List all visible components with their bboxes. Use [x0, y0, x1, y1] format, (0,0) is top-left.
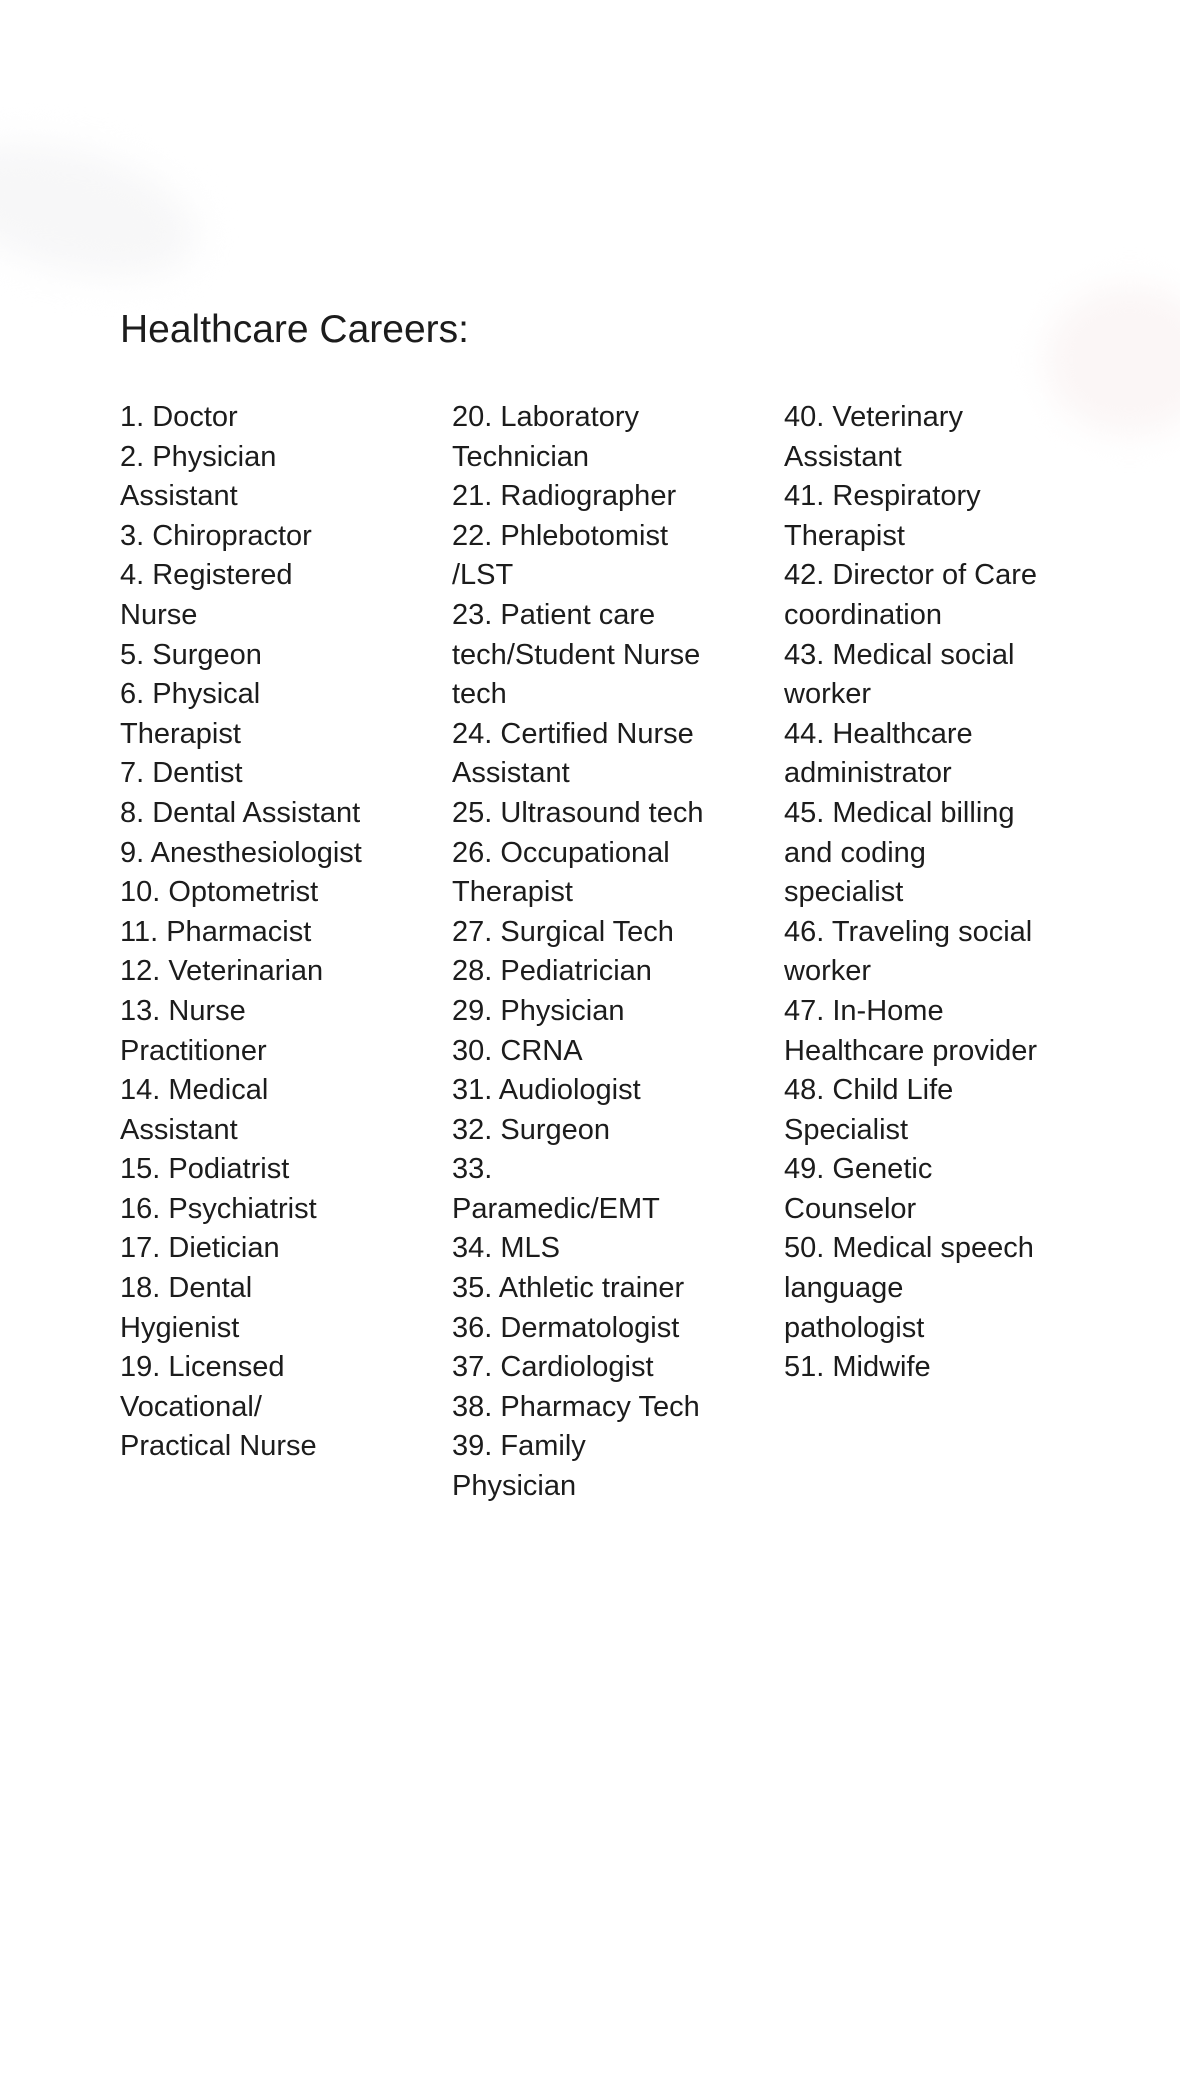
career-item-text-line: Therapist [120, 717, 241, 750]
career-list-item [452, 1032, 772, 1072]
career-list-item [784, 1150, 1124, 1229]
career-list-item [120, 517, 440, 557]
career-list-item [120, 1150, 440, 1190]
career-item-text-line: 25. Ultrasound tech [452, 796, 704, 829]
career-item-text-line: 42. Director of Care [784, 559, 1038, 592]
career-list-item [452, 834, 772, 913]
career-item-text-line: Practical Nurse [120, 1430, 317, 1463]
career-list-item [120, 952, 440, 992]
career-list-column-3 [784, 398, 1124, 1388]
career-item-text-line: 38. Pharmacy Tech [452, 1390, 700, 1423]
career-item-text-line: 19. Licensed [120, 1351, 285, 1384]
career-item-text-line: 12. Veterinarian [120, 955, 324, 988]
career-item-text-line: worker [784, 678, 872, 711]
career-item-text-line: Therapist [452, 876, 573, 909]
career-item-text-line: 49. Genetic [784, 1153, 933, 1186]
page-title: Healthcare Careers: [120, 308, 469, 351]
career-item-text-line: 23. Patient care [452, 598, 656, 631]
career-item-text-line: 46. Traveling social [784, 915, 1033, 948]
career-list-item [120, 992, 440, 1071]
career-item-text-line: 47. In-Home [784, 994, 944, 1027]
career-item-text-line: 17. Dietician [120, 1232, 280, 1265]
career-item-text-line: 15. Podiatrist [120, 1153, 290, 1186]
career-list-item [120, 636, 440, 676]
career-list-item [452, 992, 772, 1032]
career-list-item [452, 952, 772, 992]
career-list-item [452, 596, 772, 715]
career-item-text-line: 1. Doctor [120, 401, 238, 433]
career-item-text-line: 33. [452, 1153, 493, 1186]
career-item-text-line: 2. Physician [120, 440, 277, 473]
career-list-item [120, 1269, 440, 1348]
career-list-item [784, 477, 1124, 556]
career-list-item [452, 715, 772, 794]
career-list-item [120, 1229, 440, 1269]
career-item-text-line: 18. Dental [120, 1272, 253, 1305]
career-item-text-line: 30. CRNA [452, 1034, 583, 1067]
career-item-text-line: 29. Physician [452, 994, 625, 1027]
career-item-text-line: 48. Child Life [784, 1074, 954, 1107]
career-item-text-line: 26. Occupational [452, 836, 670, 869]
career-item-text-line: 41. Respiratory [784, 480, 981, 513]
career-list-item [452, 398, 772, 477]
career-item-text-line: Vocational/ [120, 1390, 262, 1423]
career-list-item [120, 556, 440, 635]
career-item-text-line: and coding [784, 836, 926, 869]
career-item-text-line: pathologist [784, 1311, 925, 1344]
career-item-text-line: 43. Medical social [784, 638, 1015, 671]
career-item-text-line: Nurse [120, 598, 198, 631]
career-list-item [784, 1229, 1124, 1348]
career-item-text-line: 21. Radiographer [452, 480, 677, 513]
career-item-text-line: Assistant [120, 480, 238, 513]
career-item-text-line: Healthcare provider [784, 1034, 1038, 1067]
career-item-text-line: 27. Surgical Tech [452, 915, 674, 948]
career-list-item [784, 398, 1124, 477]
career-item-text-line: /LST [452, 559, 514, 592]
career-item-text-line: 35. Athletic trainer [452, 1272, 685, 1305]
career-item-text-line: 34. MLS [452, 1232, 560, 1265]
career-list-item [784, 913, 1124, 992]
career-item-text-line: Practitioner [120, 1034, 267, 1067]
career-item-text-line: 39. Family [452, 1430, 586, 1463]
career-list-item [120, 675, 440, 754]
career-list-item [120, 438, 440, 517]
career-item-text-line: 44. Healthcare [784, 717, 973, 750]
career-item-text-line: 37. Cardiologist [452, 1351, 654, 1384]
career-list-item [452, 1071, 772, 1111]
career-list-item [120, 398, 440, 438]
career-item-text-line: 3. Chiropractor [120, 519, 312, 552]
career-list-item [120, 873, 440, 913]
career-list-item [784, 636, 1124, 715]
career-list-item [452, 1229, 772, 1269]
career-list-item [784, 1071, 1124, 1150]
career-list-column-2 [452, 398, 772, 1507]
career-item-text-line: Counselor [784, 1192, 917, 1225]
career-item-text-line: 22. Phlebotomist [452, 519, 669, 552]
career-item-text-line: 9. Anesthesiologist [120, 836, 362, 869]
career-item-text-line: 8. Dental Assistant [120, 796, 361, 829]
career-list-item [120, 794, 440, 834]
career-list-item [784, 556, 1124, 635]
career-item-text-line: 31. Audiologist [452, 1074, 641, 1107]
career-item-text-line: 4. Registered [120, 559, 293, 592]
career-item-text-line: 6. Physical [120, 678, 261, 711]
career-item-text-line: 24. Certified Nurse [452, 717, 694, 750]
career-item-text-line: administrator [784, 757, 952, 790]
career-list-item [120, 913, 440, 953]
career-list-item [452, 1427, 772, 1506]
career-item-text-line: 51. Midwife [784, 1351, 931, 1384]
career-item-text-line: 36. Dermatologist [452, 1311, 680, 1344]
career-item-text-line: language [784, 1272, 904, 1305]
career-list-item [784, 794, 1124, 913]
career-list-item [120, 1348, 440, 1467]
career-item-text-line: Technician [452, 440, 590, 473]
career-item-text-line: Assistant [452, 757, 570, 790]
career-item-text-line: Therapist [784, 519, 905, 552]
career-list-item [784, 992, 1124, 1071]
career-list-item [452, 1348, 772, 1388]
career-list-item [452, 1111, 772, 1151]
career-item-text-line: tech/Student Nurse [452, 638, 701, 671]
career-item-text-line: Assistant [784, 440, 902, 473]
career-item-text-line: 10. Optometrist [120, 876, 319, 909]
career-list-item [452, 1150, 772, 1229]
career-item-text-line: 11. Pharmacist [120, 915, 312, 948]
career-list-item [452, 1388, 772, 1428]
career-item-text-line: Paramedic/EMT [452, 1192, 660, 1225]
career-item-text-line: tech [452, 678, 507, 711]
career-list-item [120, 834, 440, 874]
career-item-text-line: coordination [784, 598, 942, 631]
career-item-text-line: 28. Pediatrician [452, 955, 652, 988]
career-item-text-line: 45. Medical billing [784, 796, 1015, 829]
career-item-text-line: 32. Surgeon [452, 1113, 611, 1146]
career-item-text-line: 5. Surgeon [120, 638, 262, 671]
career-item-text-line: worker [784, 955, 872, 988]
career-item-text-line: 14. Medical [120, 1074, 269, 1107]
career-item-text-line: 16. Psychiatrist [120, 1192, 317, 1225]
career-item-text-line: 40. Veterinary [784, 401, 963, 433]
career-item-text-line: Hygienist [120, 1311, 240, 1344]
career-item-text-line: specialist [784, 876, 904, 909]
career-list-item [452, 794, 772, 834]
career-list-item [452, 1269, 772, 1309]
career-list-item [452, 477, 772, 517]
career-list-item [120, 1071, 440, 1150]
career-list-item [784, 715, 1124, 794]
career-list-item [784, 1348, 1124, 1388]
career-list-item [120, 1190, 440, 1230]
career-list-item [452, 1309, 772, 1349]
career-item-text-line: Physician [452, 1470, 577, 1503]
career-item-text-line: 20. Laboratory [452, 401, 640, 433]
career-list-item [452, 517, 772, 596]
career-item-text-line: 7. Dentist [120, 757, 243, 790]
background-smudge-left [0, 118, 211, 301]
career-item-text-line: Assistant [120, 1113, 238, 1146]
career-item-text-line: 13. Nurse [120, 994, 246, 1027]
career-item-text-line: Specialist [784, 1113, 909, 1146]
career-list-item [452, 913, 772, 953]
career-item-text-line: 50. Medical speech [784, 1232, 1034, 1265]
career-list-item [120, 754, 440, 794]
career-list-column-1 [120, 398, 440, 1467]
